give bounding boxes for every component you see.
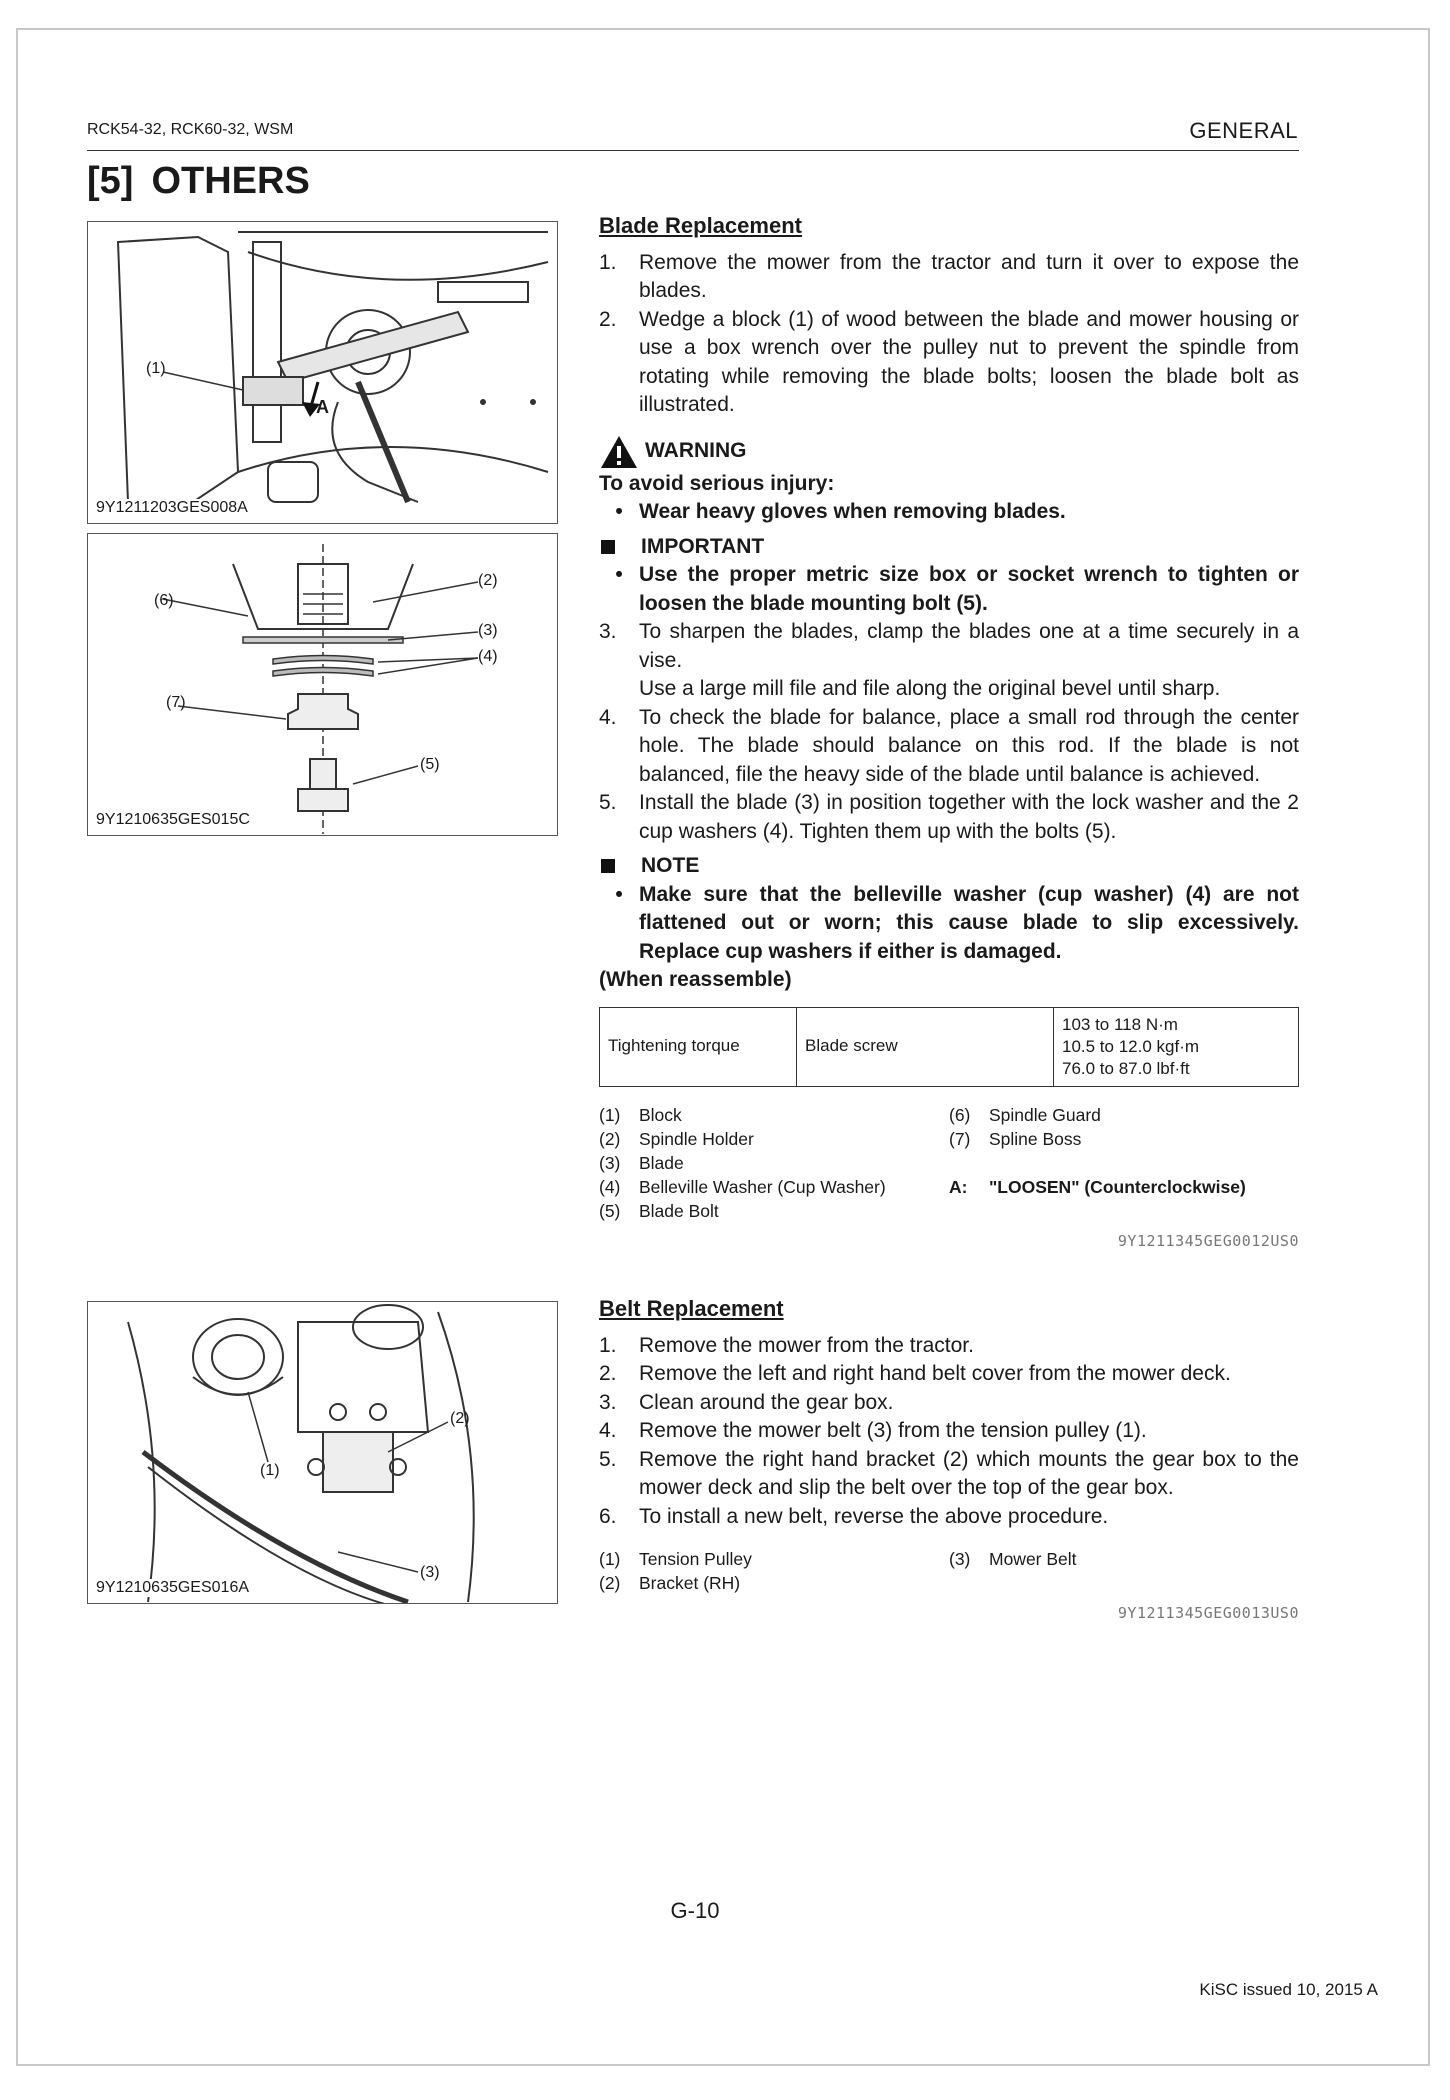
header-section: GENERAL (1189, 118, 1298, 143)
square-bullet-icon (601, 859, 615, 873)
important-bullet: • Use the proper metric size box or socket wrench to tighten or loosen the blade mounting bolt (5). (615, 563, 1299, 615)
legend-item: (5) Blade Bolt (599, 1200, 719, 1221)
torque-item: Tightening torque (600, 1007, 797, 1086)
section-number: [5] (87, 160, 134, 202)
list-item: 3. To sharpen the blades, clamp the blades one at a time securely in a vise. (599, 620, 1299, 672)
blade-heading: Blade Replacement (599, 213, 802, 238)
legend-item: (2) Bracket (RH) (599, 1573, 741, 1593)
belt-replacement-section (599, 1295, 1299, 1628)
callout-5: (5) (420, 756, 440, 773)
step-note: Use a large mill file and file along the original bevel until sharp. (639, 677, 1221, 700)
callout-4: (4) (478, 648, 498, 665)
legend-right (949, 1103, 1299, 1223)
header-rule (87, 150, 1299, 151)
torque-part: Blade screw (797, 1007, 1054, 1086)
list-item: 4. Remove the mower belt (3) from the tension pulley (1). (599, 1419, 1147, 1442)
callout-6: (6) (154, 592, 174, 609)
figure-spindle-exploded (87, 533, 558, 836)
legend-item: (3) Mower Belt (949, 1549, 1077, 1569)
list-item: 1. Remove the mower from the tractor and turn it over to expose the blades. (599, 250, 1299, 302)
callout-7: (7) (166, 694, 186, 711)
blade-legend (599, 1103, 1299, 1223)
warning-bullet: • Wear heavy gloves when removing blades. (615, 500, 1066, 523)
figure-code: 9Y1211203GES008A (96, 499, 248, 516)
legend-item: (6) Spindle Guard (949, 1104, 1101, 1125)
legend-item: (7) Spline Boss (949, 1128, 1082, 1149)
legend-left (599, 1547, 949, 1595)
belt-legend (599, 1547, 1299, 1595)
legend-right (949, 1547, 1299, 1595)
list-item: 6. To install a new belt, reverse the above procedure. (599, 1504, 1109, 1528)
callout-1: (1) (260, 1462, 280, 1479)
legend-item: A: "LOOSEN" (Counterclockwise) (949, 1176, 1246, 1197)
list-item: 5. Remove the right hand bracket (2) which mounts the gear box to the mower deck and slip the belt over the top of the gear box. (599, 1447, 1299, 1499)
list-item: 4. To check the blade for balance, place a small rod through the center hole. The blade should balance on this rod. If the blade is not balanced, file the heavy side of the blade until balance is achieved. (599, 705, 1299, 786)
note-bullet: • Make sure that the belleville washer (cup washer) (4) are not flattened out or worn; this cause blade to slip excessively. Replace cup washers if either is damaged. (615, 882, 1299, 963)
callout-2: (2) (478, 572, 498, 589)
doc-code: 9Y1211345GEG0013US0 (1117, 1604, 1299, 1622)
warning-lead: To avoid serious injury: (599, 471, 835, 495)
belt-heading: Belt Replacement (599, 1296, 784, 1321)
page-number: G-10 (670, 1898, 720, 1923)
callout-1: (1) (146, 360, 166, 377)
footer-issue: KiSC issued 10, 2015 A (1199, 1980, 1378, 1999)
figure-code: 9Y1210635GES016A (96, 1579, 250, 1596)
warning-heading: WARNING (599, 434, 1299, 470)
list-item: 5. Install the blade (3) in position together with the lock washer and the 2 cup washers (4). Tighten them up with the bolts (5). (599, 791, 1299, 843)
section-name: OTHERS (151, 160, 310, 202)
warning-triangle-icon (599, 434, 639, 470)
figure-blade-removal (87, 221, 558, 524)
figure-code: 9Y1210635GES015C (96, 811, 250, 828)
callout-3: (3) (478, 622, 498, 639)
when-reassemble: (When reassemble) (599, 968, 792, 991)
torque-table (599, 1007, 1299, 1087)
legend-item: (1) Tension Pulley (599, 1549, 752, 1569)
header-model: RCK54-32, RCK60-32, WSM (87, 121, 294, 138)
section-title (87, 160, 310, 203)
list-item: 2. Wedge a block (1) of wood between the blade and mower housing or use a box wrench over the pulley nut to prevent the spindle from rotating while removing the blade bolts; loosen the blade bolt as illustrated. (599, 307, 1299, 416)
doc-code: 9Y1211345GEG0012US0 (1117, 1231, 1299, 1250)
list-item: 1. Remove the mower from the tractor. (599, 1333, 974, 1357)
legend-item: (3) Blade (599, 1152, 684, 1173)
square-bullet-icon (601, 540, 615, 554)
figure-belt-replacement (87, 1301, 558, 1604)
belt-replacement-illustration (88, 1302, 558, 1604)
table-row (600, 1007, 1299, 1086)
torque-values: 103 to 118 N·m 10.5 to 12.0 kgf·m 76.0 to 87.0 lbf·ft (1054, 1007, 1299, 1086)
legend-item: (1) Block (599, 1104, 682, 1125)
legend-item: (2) Spindle Holder (599, 1128, 754, 1149)
important-heading: IMPORTANT (599, 533, 1299, 562)
legend-left (599, 1103, 949, 1223)
blade-replacement-section (599, 212, 1299, 1255)
callout-3: (3) (420, 1564, 440, 1581)
list-item: 3. Clean around the gear box. (599, 1390, 894, 1414)
callout-2: (2) (450, 1410, 470, 1427)
legend-item: (4) Belleville Washer (Cup Washer) (599, 1176, 886, 1197)
list-item: 2. Remove the left and right hand belt cover from the mower deck. (599, 1362, 1231, 1385)
callout-a: A (316, 397, 329, 417)
note-heading: NOTE (599, 852, 1299, 881)
